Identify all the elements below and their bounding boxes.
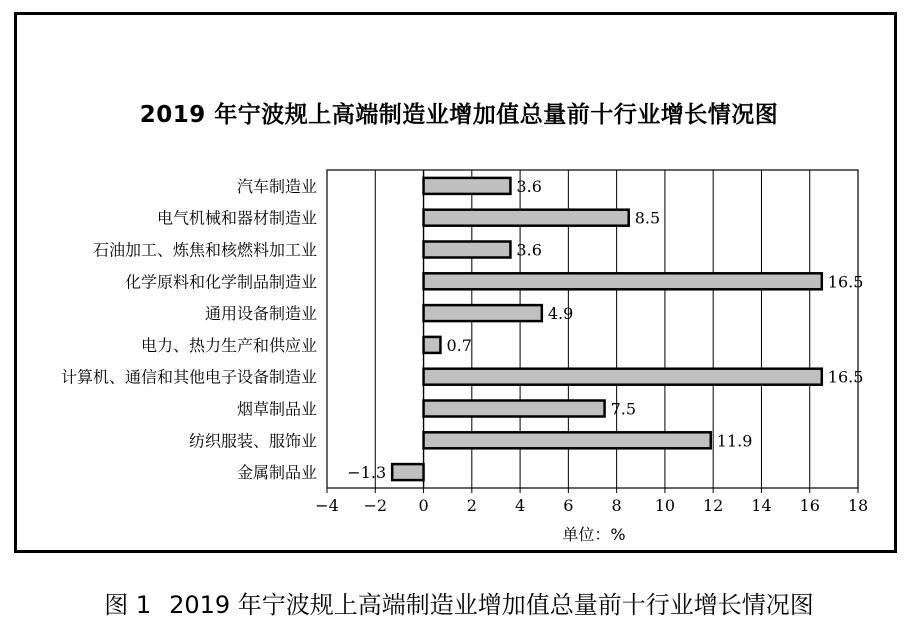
data-label: 3.6 [516,176,542,196]
chart-title: 2019 年宁波规上高端制造业增加值总量前十行业增长情况图 [139,102,779,128]
x-tick-label: −4 [315,496,339,515]
data-label: 16.5 [827,272,864,292]
x-tick-label: 12 [703,496,724,515]
data-label: −1.3 [347,463,387,483]
category-label: 金属制品业 [236,463,317,483]
data-label: 11.9 [716,431,753,451]
x-tick-label: 14 [751,496,772,515]
category-label: 汽车制造业 [236,176,317,196]
bar [424,369,822,385]
category-label: 计算机、通信和其他电子设备制造业 [60,367,317,387]
x-tick-label: 16 [799,496,820,515]
category-label: 石油加工、炼焦和核燃料加工业 [92,240,317,260]
x-tick-label: 10 [654,496,676,515]
x-tick-label: 0 [418,496,429,515]
data-label: 8.5 [634,208,661,228]
category-label: 电气机械和器材制造业 [156,208,317,228]
data-label: 16.5 [827,367,864,387]
bar [424,401,605,417]
figure-caption-text: 2019 年宁波规上高端制造业增加值总量前十行业增长情况图 [169,591,814,619]
bar [424,273,822,289]
bar [424,305,542,321]
category-label: 烟草制品业 [236,399,317,419]
x-tick-label: 6 [563,496,574,515]
data-label: 7.5 [610,399,637,419]
category-label: 纺织服装、服饰业 [188,431,317,451]
data-label: 0.7 [446,335,472,355]
category-label: 电力、热力生产和供应业 [140,335,317,355]
figure-caption [0,585,918,620]
bar [424,337,441,353]
x-tick-label: 4 [514,496,526,515]
data-label: 3.6 [516,240,542,260]
figure-caption-number: 图 1 [104,591,152,619]
bar [424,210,629,226]
x-tick-label: 8 [611,496,622,515]
bar [424,242,511,258]
x-tick-label: 2 [466,496,477,515]
x-tick-label: 18 [847,496,869,515]
data-label: 4.9 [547,304,574,324]
category-label: 化学原料和化学制品制造业 [124,272,317,292]
category-label: 通用设备制造业 [204,304,317,324]
x-tick-label: −2 [363,496,388,515]
bar [424,432,711,448]
bar [424,178,511,194]
x-axis-label: 单位：% [562,525,626,544]
bar [392,464,423,480]
